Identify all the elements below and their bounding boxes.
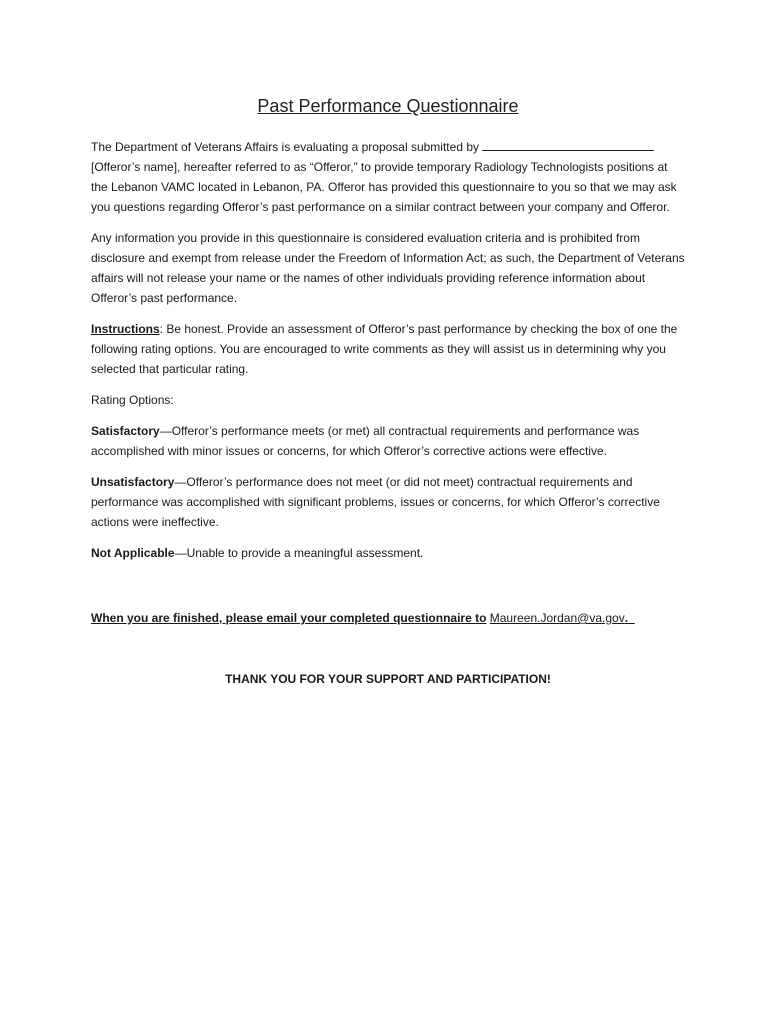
rating-satisfactory bbox=[91, 421, 685, 461]
instructions-label: Instructions bbox=[91, 322, 160, 336]
offeror-name-blank bbox=[482, 138, 654, 151]
rating-unsatisfactory bbox=[91, 472, 685, 532]
finish-instruction bbox=[91, 608, 685, 628]
rating-text: —Unable to provide a meaningful assessment. bbox=[174, 546, 424, 560]
foia-paragraph: Any information you provide in this questionnaire is considered evaluation criteria and is prohibited from disclosure and exempt from release under the Freedom of Information Act; as such, the Department of Veterans affairs will not release your name or the names of other individuals providing reference information about Offeror’s past performance. bbox=[91, 231, 685, 305]
trailing-underline bbox=[628, 611, 635, 625]
intro-paragraph bbox=[91, 137, 685, 217]
instructions-paragraph bbox=[91, 319, 685, 379]
finish-text: When you are finished, please email your completed questionnaire to bbox=[91, 611, 487, 625]
rating-label: Not Applicable bbox=[91, 546, 175, 560]
email-suffix: . bbox=[624, 611, 629, 625]
rating-label: Satisfactory bbox=[91, 424, 160, 438]
intro-text-start: The Department of Veterans Affairs is evaluating a proposal submitted by bbox=[91, 140, 479, 154]
document-body bbox=[91, 96, 685, 686]
rating-not-applicable bbox=[91, 543, 685, 563]
thanks-message: THANK YOU FOR YOUR SUPPORT AND PARTICIPATION! bbox=[225, 672, 551, 686]
email-link[interactable]: Maureen.Jordan@va.gov bbox=[489, 611, 625, 625]
rating-options-label: Rating Options: bbox=[91, 393, 174, 407]
intro-text-rest: [Offeror’s name], hereafter referred to as “Offeror,” to provide temporary Radiology Technologists positions at the Lebanon VAMC located in Lebanon, PA. Offeror has provided this questionnaire to you so that we may ask you questions regarding Offeror’s past performance on a similar contract between your company and Offeror. bbox=[91, 160, 677, 214]
page-title: Past Performance Questionnaire bbox=[257, 96, 519, 116]
rating-text: —Offeror’s performance meets (or met) all contractual requirements and performance was accomplished with minor issues or concerns, for which Offeror’s corrective actions were effective. bbox=[91, 424, 640, 458]
rating-text: —Offeror’s performance does not meet (or did not meet) contractual requirements and performance was accomplished with significant problems, issues or concerns, for which Offeror’s corrective actions were ineffective. bbox=[91, 475, 660, 529]
instructions-text: : Be honest. Provide an assessment of Offeror’s past performance by checking the box of one the following rating options. You are encouraged to write comments as they will assist us in determining why you selected that particular rating. bbox=[91, 322, 678, 376]
spacer bbox=[91, 574, 685, 608]
rating-label: Unsatisfactory bbox=[91, 475, 175, 489]
